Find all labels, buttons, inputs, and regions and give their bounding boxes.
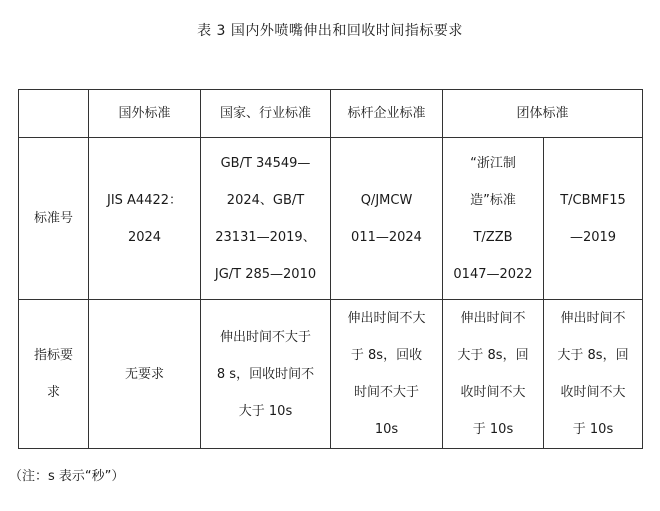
header-foreign-standard: 国外标准 [89, 90, 201, 138]
cell-text-line: 指标要 [33, 348, 73, 363]
cell-text-line: GB/T 34549— [220, 155, 311, 171]
cell-benchmark-requirement [331, 300, 443, 449]
cell-text-line: —2019 [569, 229, 617, 245]
cell-group-standard-number-1 [443, 138, 544, 300]
cell-text-line: 造”标准 [470, 192, 516, 208]
cell-text-line: Q/JMCW [360, 192, 413, 208]
cell-text-line: T/ZZB [473, 229, 513, 245]
cell-group-requirement-1 [443, 300, 544, 449]
cell-text-line: 2024、GB/T [226, 192, 305, 208]
cell-text-line: 于 10s [472, 422, 514, 437]
cell-text-line: 收时间不大 [460, 385, 526, 400]
cell-text-line: 时间不大于 [353, 385, 419, 400]
cell-text-line: 收时间不大 [560, 385, 626, 400]
cell-text-line: 0147—2022 [453, 266, 533, 282]
cell-text-line: 于 10s [572, 422, 614, 437]
cell-group-requirement-2 [544, 300, 643, 449]
cell-text-line: 伸出时间不 [460, 311, 526, 326]
cell-text-line: 8 s，回收时间不 [216, 366, 315, 382]
cell-text-line: 于 8s，回收 [350, 348, 423, 363]
table-footnote: （注：s 表示“秒”） [9, 469, 125, 484]
cell-group-standard-number-2 [544, 138, 643, 300]
cell-foreign-requirement [89, 300, 201, 449]
header-benchmark-standard: 标杆企业标准 [331, 90, 443, 138]
cell-national-standard-number [201, 138, 331, 300]
cell-benchmark-standard-number [331, 138, 443, 300]
table-header-row [19, 90, 643, 138]
header-national-standard: 国家、行业标准 [201, 90, 331, 138]
table-row-standard-number [19, 138, 643, 300]
cell-text-line: JIS A4422： [106, 192, 183, 208]
cell-national-requirement [201, 300, 331, 449]
cell-text-line: T/CBMF15 [560, 192, 626, 208]
cell-text-line: “浙江制 [470, 155, 516, 171]
cell-text-line: 伸出时间不大 [347, 311, 426, 326]
header-group-standard: 团体标准 [443, 90, 643, 138]
cell-foreign-standard-number [89, 138, 201, 300]
cell-text-line: 伸出时间不大于 [219, 329, 311, 345]
cell-text-line: 伸出时间不 [560, 311, 626, 326]
cell-text-line: 011—2024 [351, 229, 422, 245]
cell-text-line: 大于 8s，回 [557, 348, 629, 363]
table-row-requirement [19, 300, 643, 449]
cell-text-line: 23131—2019、 [215, 229, 316, 245]
cell-text-line: 大于 8s，回 [457, 348, 529, 363]
standards-table [18, 89, 643, 449]
cell-text-line: 2024 [127, 229, 162, 245]
cell-text-line: JG/T 285—2010 [214, 266, 317, 282]
row-label-standard-number: 标准号 [19, 138, 89, 300]
cell-text-line: 10s [374, 422, 399, 437]
table-caption: 表 3 国内外喷嘴伸出和回收时间指标要求 [197, 23, 463, 39]
row-label-requirement [19, 300, 89, 449]
cell-text-line: 大于 10s [238, 403, 293, 419]
cell-text-line: 求 [46, 385, 60, 400]
cell-text-line: 无要求 [124, 366, 164, 382]
header-blank-cell [19, 90, 89, 138]
